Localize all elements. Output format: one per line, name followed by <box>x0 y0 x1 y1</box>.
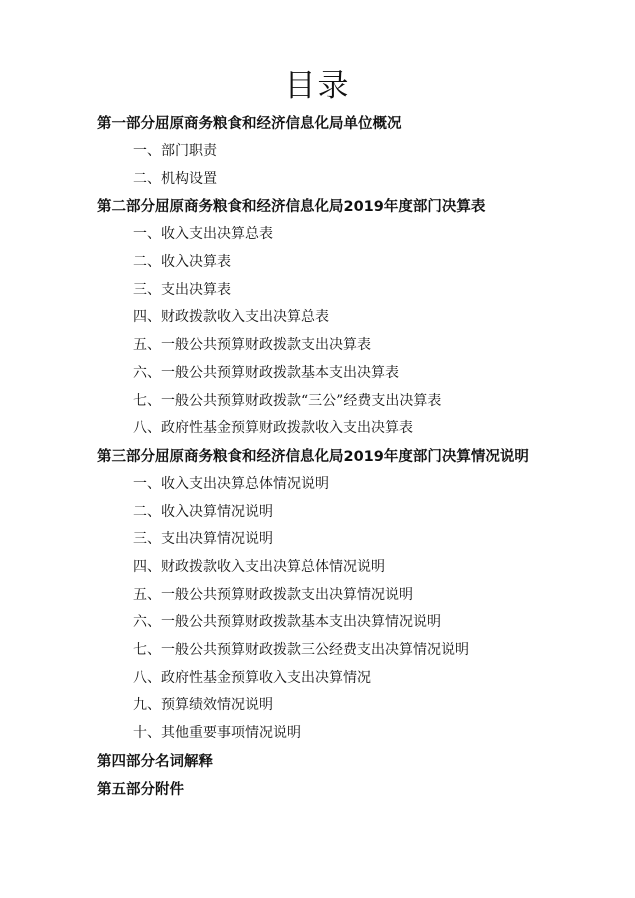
toc-item: 三、支出决算情况说明 <box>133 531 273 548</box>
toc-item: 九、预算绩效情况说明 <box>133 697 273 714</box>
page-title: 目录 <box>284 68 351 104</box>
toc-item: 三、支出决算表 <box>133 281 231 298</box>
toc-section-1 <box>0 110 635 193</box>
toc-item: 七、一般公共预算财政拨款三公经费支出决算情况说明 <box>133 642 469 658</box>
toc-section-3 <box>0 443 635 748</box>
section-items <box>0 138 635 193</box>
section-heading: 第一部分屈原商务粮食和经济信息化局单位概况 <box>97 116 402 132</box>
toc-item: 四、财政拨款收入支出决算总体情况说明 <box>133 558 385 575</box>
toc-item: 十、其他重要事项情况说明 <box>133 725 301 742</box>
section-heading: 第五部分附件 <box>97 781 184 798</box>
toc-item: 五、一般公共预算财政拨款支出决算表 <box>133 337 371 354</box>
toc-item: 四、财政拨款收入支出决算总表 <box>133 309 329 326</box>
section-items <box>0 221 635 443</box>
toc-item: 一、收入支出决算总表 <box>133 226 273 243</box>
toc-item: 六、一般公共预算财政拨款基本支出决算表 <box>133 364 399 381</box>
toc-item: 八、政府性基金预算收入支出决算情况 <box>133 669 371 686</box>
toc-item: 七、一般公共预算财政拨款“三公”经费支出决算表 <box>133 392 442 409</box>
toc-item: 二、收入决算情况说明 <box>133 503 273 520</box>
section-items <box>0 471 635 748</box>
toc-item: 五、一般公共预算财政拨款支出决算情况说明 <box>133 586 413 603</box>
toc-item: 一、部门职责 <box>133 143 217 159</box>
toc-section-2 <box>0 193 635 443</box>
table-of-contents <box>0 110 635 804</box>
toc-item: 二、机构设置 <box>133 170 217 187</box>
toc-item: 八、政府性基金预算财政拨款收入支出决算表 <box>133 420 413 437</box>
toc-item: 二、收入决算表 <box>133 254 231 271</box>
section-heading: 第二部分屈原商务粮食和经济信息化局2019年度部门决算表 <box>97 199 486 216</box>
toc-section-4 <box>0 748 635 776</box>
toc-section-5 <box>0 776 635 804</box>
section-heading: 第四部分名词解释 <box>97 753 213 770</box>
toc-item: 一、收入支出决算总体情况说明 <box>133 475 329 492</box>
toc-item: 六、一般公共预算财政拨款基本支出决算情况说明 <box>133 614 441 631</box>
section-heading: 第三部分屈原商务粮食和经济信息化局2019年度部门决算情况说明 <box>97 448 529 465</box>
